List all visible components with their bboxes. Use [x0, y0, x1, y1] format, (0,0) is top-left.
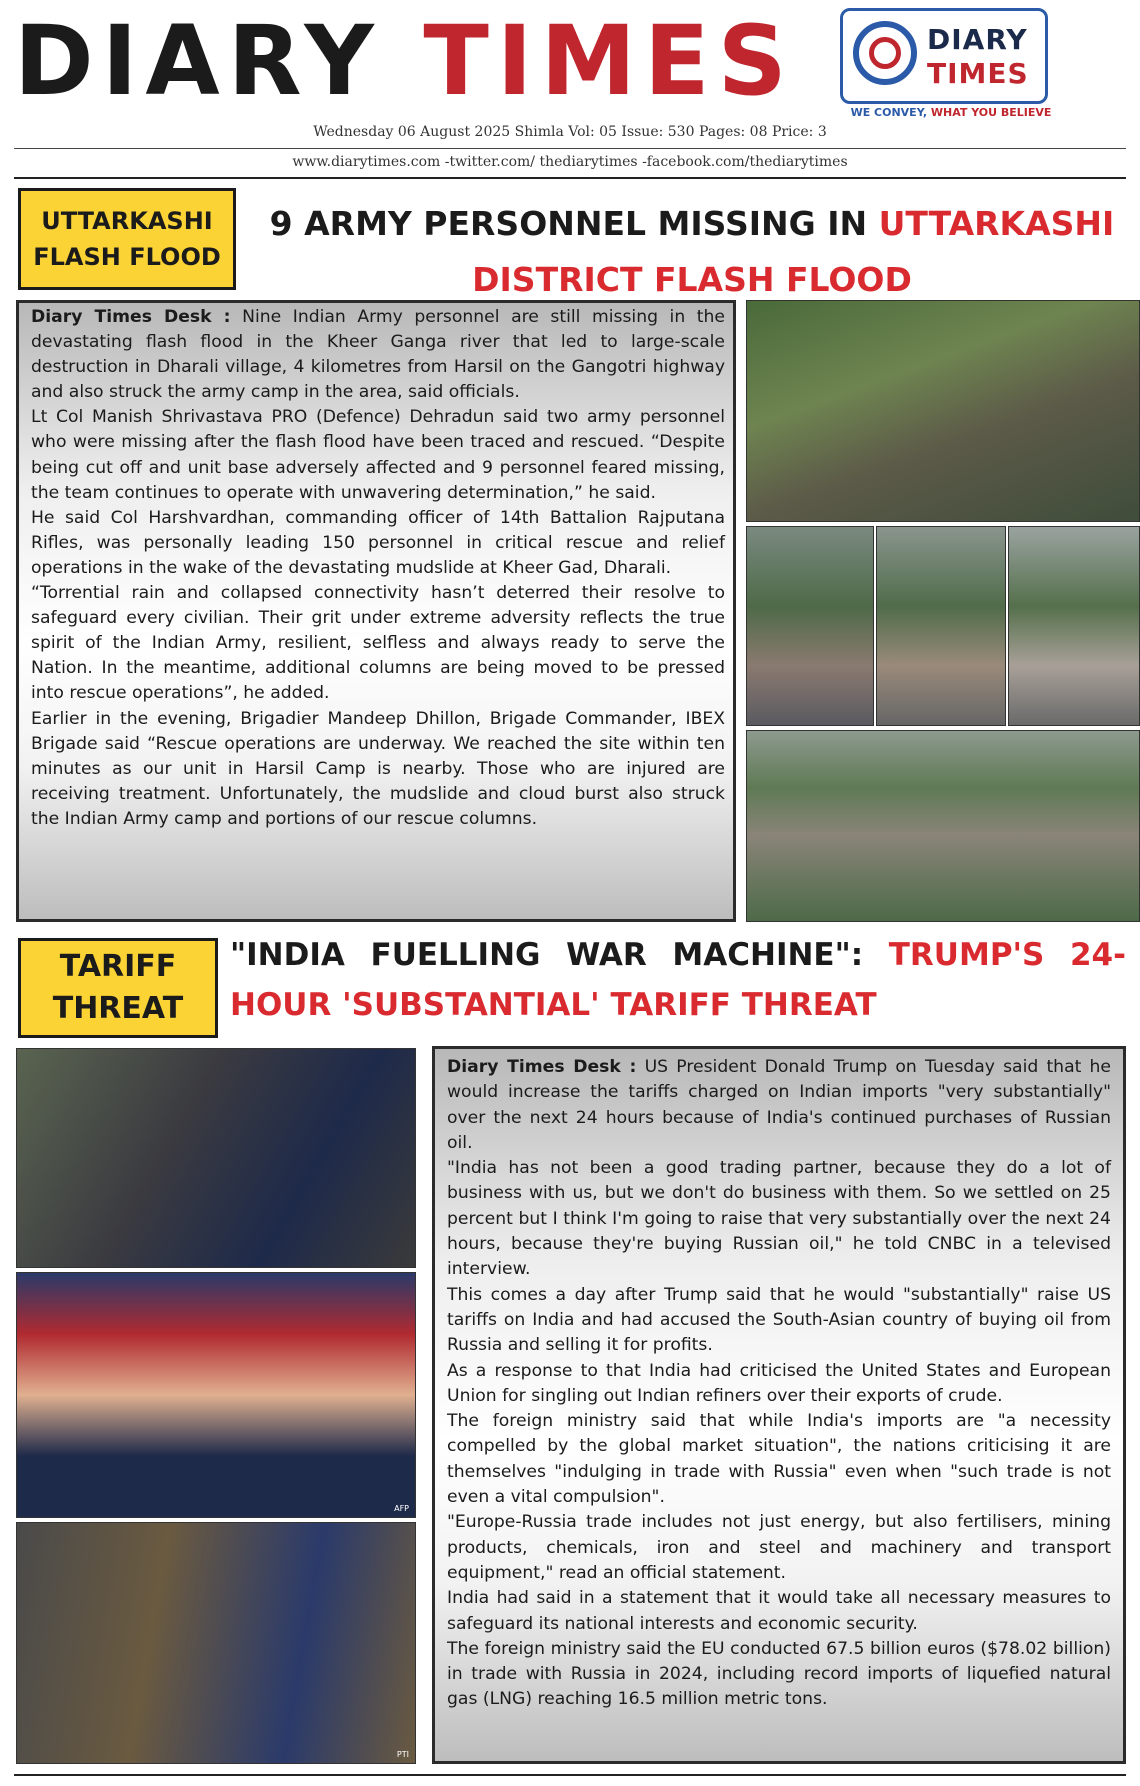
article2-headline: [230, 930, 1126, 1030]
article2-paragraph: "Europe-Russia trade includes not just energy, but also fertilisers, mining products, chemicals, iron and steel and machinery and transport equipment," read an official statement.: [447, 1512, 1111, 1583]
article1-desk: Diary Times Desk :: [31, 307, 231, 327]
article2-paragraph: [447, 1055, 1111, 1156]
logo-line2: TIMES: [927, 57, 1029, 90]
article1-paragraph: Earlier in the evening, Brigadier Mandeep Dhillon, Brigade Commander, IBEX Brigade said “Rescue operations are underway. We reached the site within ten minutes as our unit in Harsil Camp is nearby. Those who are injured are receiving treatment. Unfortunately, the mudslide and cloud burst also struck the Indian Army camp and portions of our rescue columns.: [31, 708, 725, 829]
section-label-flood: UTTARKASHI FLASH FLOOD: [18, 188, 236, 290]
article2-paragraph: This comes a day after Trump said that he would "substantially" raise US tariffs on India and had accused the South-Asian country of buying oil from Russia and selling it for profits.: [447, 1284, 1111, 1356]
article2-body-box: [432, 1046, 1126, 1764]
flood-photo-3: [1008, 526, 1140, 726]
divider: [14, 1774, 1126, 1776]
trump-photo: [16, 1272, 416, 1518]
tagline-part1: WE CONVEY,: [850, 106, 931, 119]
brand-logo: [840, 8, 1048, 104]
article2-paragraph: India had said in a statement that it would take all necessary measures to safeguard its national interests and economic security.: [447, 1588, 1111, 1634]
article2-headline-red: TRUMP'S 24-HOUR 'SUBSTANTIAL' TARIFF THREAT: [230, 937, 1126, 1023]
article2-body: [447, 1055, 1111, 1713]
article1-paragraph: Lt Col Manish Shrivastava PRO (Defence) Dehradun said two army personnel who were missing after the flash flood have been traced and rescued. “Despite being cut off and unit base adversely affected and 9 personnel feared missing, the team continues to operate with unwavering determination,” he said.: [31, 407, 725, 503]
article2-desk: Diary Times Desk :: [447, 1057, 637, 1077]
web-links-line: www.diarytimes.com -twitter.com/ thediarytimes -facebook.com/thediarytimes: [292, 154, 848, 170]
flood-photo-2: [876, 526, 1006, 726]
rescue-photo: [746, 300, 1140, 522]
logo-line1: DIARY: [927, 23, 1028, 56]
article1-headline-black: 9 ARMY PERSONNEL MISSING IN: [269, 204, 879, 243]
divider: [14, 177, 1126, 179]
article1-body: [31, 305, 725, 832]
article2-paragraph-text: US President Donald Trump on Tuesday said that he would increase the tariffs charged on Indian imports "very substantially" over the next 24 hours because of India's continued purchases of Russian oil.: [447, 1057, 1111, 1153]
article2-paragraph: "India has not been a good trading partner, because they do a lot of business with us, but we don't do business with them. So we settled on 25 percent but I think I'm going to raise that very substantially over the next 24 hours, because they're buying Russian oil," he told CNBC in a televised interview.: [447, 1158, 1111, 1280]
article2-paragraph: The foreign ministry said the EU conducted 67.5 billion euros ($78.02 billion) in trade with Russia in 2024, including record imports of liquefied natural gas (LNG) reaching 16.5 million metric tons.: [447, 1638, 1111, 1710]
masthead-title-part2: TIMES: [423, 5, 795, 117]
valley-aerial-photo: [746, 730, 1140, 922]
article2-paragraph: The foreign ministry said that while India's imports are "a necessity compelled by the global market situation", the nations criticising it are themselves "indulging in trade with Russia" even when "such trade is not even a vital compulsion".: [447, 1411, 1111, 1508]
modi-trump-photo-1: [16, 1048, 416, 1268]
article1-paragraph: He said Col Harshvardhan, commanding officer of 14th Battalion Rajputana Rifles, was personally leading 150 personnel in critical rescue and relief operations in the wake of the devastating mudslide at Kheer Gad, Dharali.: [31, 507, 725, 578]
photo-credit: PTI: [396, 1750, 409, 1759]
article1-headline: [262, 196, 1122, 308]
article1-paragraph: [31, 305, 725, 405]
article2-paragraph: As a response to that India had criticised the United States and European Union for singling out Indian refiners over their exports of crude.: [447, 1360, 1111, 1406]
masthead-title-part1: DIARY: [14, 5, 382, 117]
tagline-part2: WHAT YOU BELIEVE: [930, 106, 1052, 119]
divider: [14, 148, 1126, 149]
flood-photo-1: [746, 526, 874, 726]
article1-paragraph: “Torrential rain and collapsed connectivity hasn’t deterred their resolve to safeguard every civilian. Their grit under extreme adversity reflects the true spirit of the Indian Army, resilient, selfless and always ready to serve the Nation. In the meantime, additional columns are being moved to be pressed into rescue operations”, he added.: [31, 583, 725, 704]
modi-trump-handshake-photo: [16, 1522, 416, 1764]
section-label-tariff: TARIFF THREAT: [18, 938, 218, 1038]
article2-headline-black: "INDIA FUELLING WAR MACHINE":: [230, 937, 889, 973]
logo-tagline: [846, 106, 1056, 119]
article1-headline-red: UTTARKASHI DISTRICT FLASH FLOOD: [472, 204, 1115, 299]
article1-paragraph-text: Nine Indian Army personnel are still missing in the devastating flash flood in the Kheer Ganga river that led to large-scale destruction in Dharali village, 4 kilometres from Harsil on the Gangotri highway and also struck the army camp in the area, said officials.: [31, 307, 725, 403]
masthead-title: [14, 6, 814, 116]
article1-body-box: [16, 300, 736, 922]
logo-emblem-icon: [853, 21, 917, 85]
photo-credit: AFP: [394, 1504, 409, 1513]
issue-info-line: Wednesday 06 August 2025 Shimla Vol: 05 Issue: 530 Pages: 08 Price: 3: [313, 124, 827, 140]
